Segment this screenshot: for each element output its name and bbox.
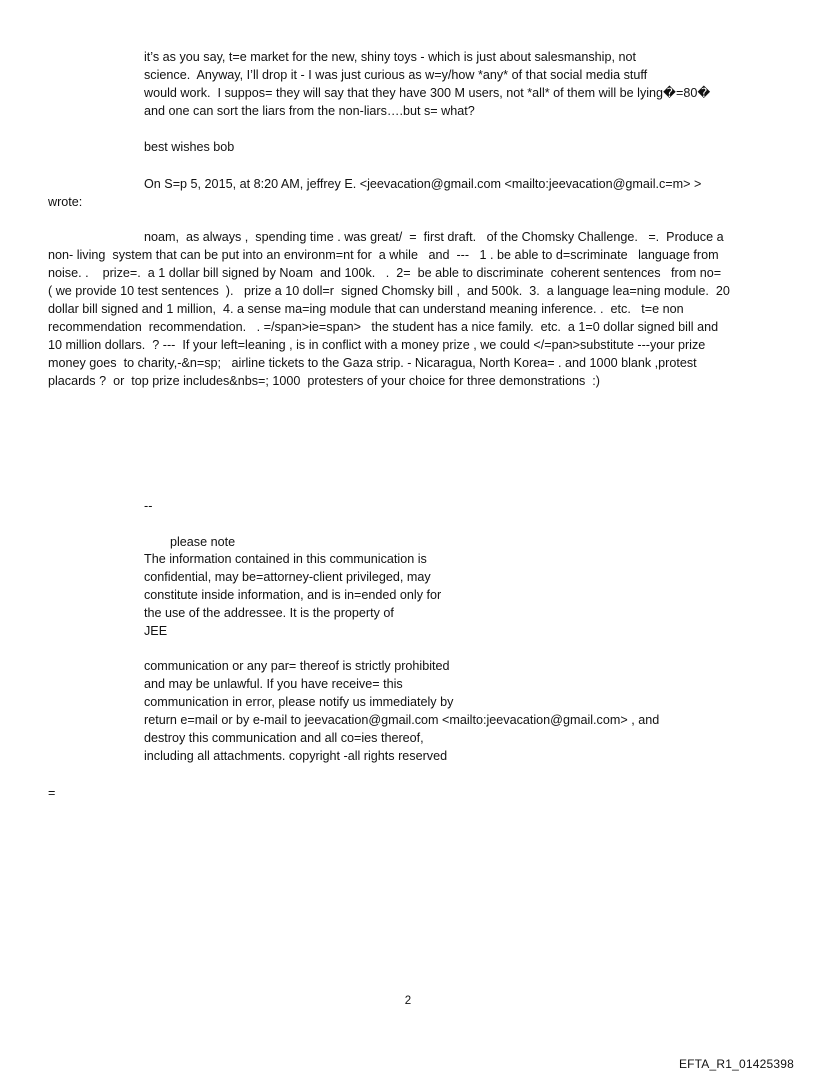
signature-heading: please note: [170, 535, 236, 549]
reply-line: and one can sort the liars from the non-liars….but s= what?: [144, 104, 475, 118]
quoted-line: noam, as always , spending time . was great/ = first draft. of the Chomsky Challenge. =. Produce a: [144, 230, 724, 244]
quoted-line: noise. . prize=. a 1 dollar bill signed by Noam and 100k. . 2= be able to discriminate coherent sentences from no=: [48, 266, 722, 280]
quoted-line: dollar bill signed and 1 million, 4. a sense ma=ing module that can understand meaning inference. . etc. t=e non: [48, 302, 684, 316]
disclaimer-line: JEE: [144, 624, 168, 638]
bates-number: EFTA_R1_01425398: [678, 1057, 794, 1071]
quoted-line: 10 million dollars. ? --- If your left=leaning , is in conflict with a money prize , we could </=pan>substitute ---your prize: [48, 338, 706, 352]
quoted-line: non- living system that can be put into an environm=nt for a while and --- 1 . be able to d=scriminate language from: [48, 248, 719, 262]
quoted-line: money goes to charity,-&n=sp; airline tickets to the Gaza strip. - Nicaragua, North Korea= . and 1000 blank ,protest: [48, 356, 697, 370]
disclaimer-line: destroy this communication and all co=ies thereof,: [144, 731, 424, 745]
quoted-line: recommendation recommendation. . =/span>ie=span> the student has a nice family. etc. a 1=0 dollar signed bill and: [48, 320, 719, 334]
trailing-marker: =: [48, 786, 56, 800]
disclaimer-line: The information contained in this communication is: [144, 552, 427, 566]
reply-line: would work. I suppos= they will say that they have 300 M users, not *all* of them will be lying�=80�: [144, 86, 711, 100]
disclaimer-line: confidential, may be=attorney-client privileged, may: [144, 570, 431, 584]
disclaimer-line: constitute inside information, and is in=ended only for: [144, 588, 442, 602]
disclaimer-line: communication in error, please notify us immediately by: [144, 695, 454, 709]
page-number: 2: [404, 995, 412, 1007]
quoted-line: ( we provide 10 test sentences ). prize a 10 doll=r signed Chomsky bill , and 500k. 3. a language lea=ning module. 20: [48, 284, 730, 298]
disclaimer-line: communication or any par= thereof is strictly prohibited: [144, 659, 450, 673]
quoted-line: placards ? or top prize includes&nbs=; 1000 protesters of your choice for three demonstrations :): [48, 374, 600, 388]
disclaimer-line: and may be unlawful. If you have receive= this: [144, 677, 403, 691]
disclaimer-line: return e=mail or by e-mail to jeevacation@gmail.com <mailto:jeevacation@gmail.com> , and: [144, 713, 660, 727]
reply-signoff: best wishes bob: [144, 140, 235, 154]
reply-line: it’s as you say, t=e market for the new, shiny toys - which is just about salesmanship, not: [144, 50, 636, 64]
reply-line: science. Anyway, I’ll drop it - I was just curious as w=y/how *any* of that social media stuff: [144, 68, 648, 82]
quote-header-line: On S=p 5, 2015, at 8:20 AM, jeffrey E. <jeevacation@gmail.com <mailto:jeevacation@gmail.c=m> >: [144, 177, 702, 191]
disclaimer-line: including all attachments. copyright -all rights reserved: [144, 749, 448, 763]
disclaimer-line: the use of the addressee. It is the property of: [144, 606, 394, 620]
signature-separator: --: [144, 499, 153, 513]
quote-header-wrote: wrote:: [48, 195, 83, 209]
